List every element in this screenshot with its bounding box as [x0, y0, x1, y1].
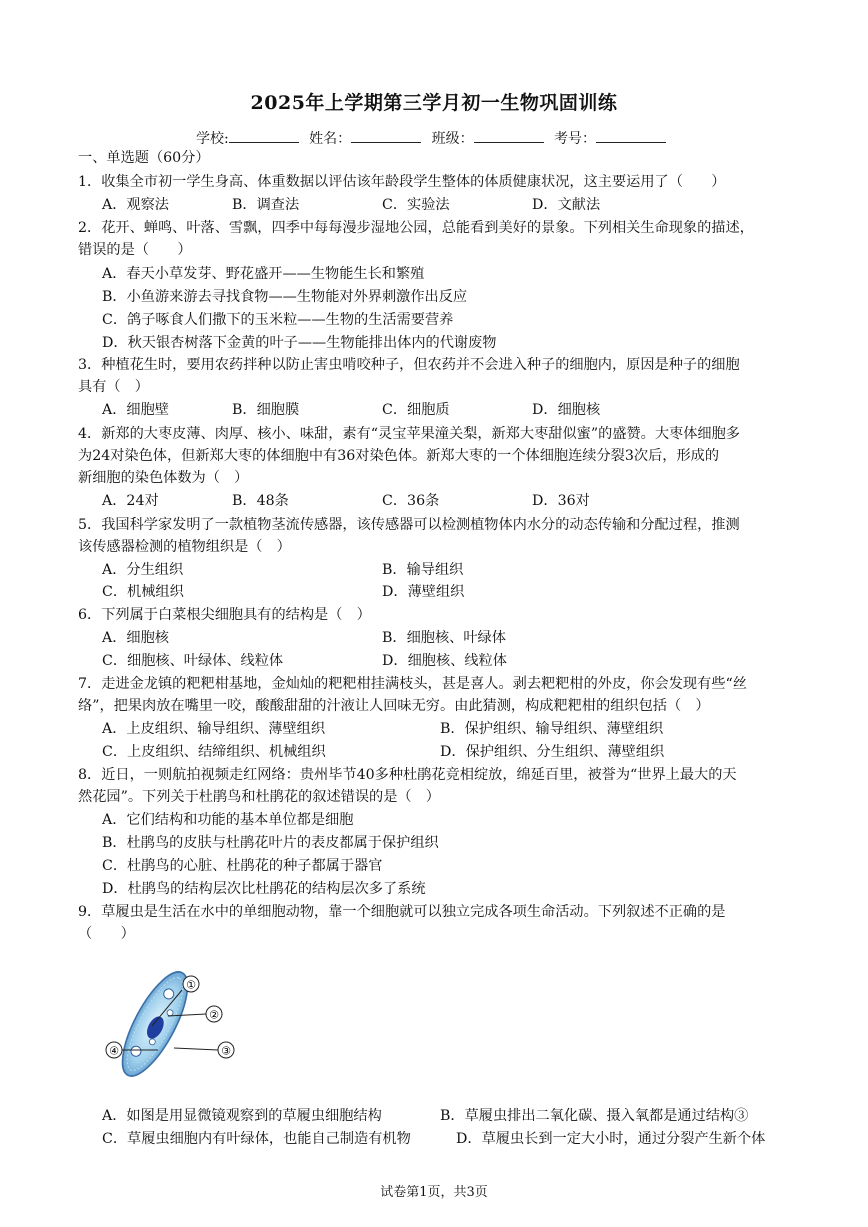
- class-blank[interactable]: [474, 128, 544, 143]
- q2-stem-line2: 错误的是（ ）: [78, 242, 192, 258]
- q6-stem: 6．下列属于白菜根尖细胞具有的结构是（ ）: [78, 607, 371, 623]
- q7-option-d[interactable]: D．保护组织、分生组织、薄壁组织: [440, 744, 665, 760]
- q3-option-b[interactable]: B．细胞膜: [232, 402, 300, 418]
- school-label: 学校:: [195, 131, 229, 147]
- q5-stem-line1: 5．我国科学家发明了一款植物茎流传感器，该传感器可以检测植物体内水分的动态传输和分配过程，推测: [78, 517, 740, 533]
- q3-option-a[interactable]: A．细胞壁: [102, 402, 169, 418]
- q8-option-b[interactable]: B．杜鹃鸟的皮肤与杜鹃花叶片的表皮都属于保护组织: [102, 835, 439, 851]
- class-label: 班级：: [431, 131, 474, 147]
- q2-option-d[interactable]: D．秋天银杏树落下金黄的叶子——生物能排出体内的代谢废物: [102, 335, 497, 351]
- school-blank[interactable]: [229, 128, 299, 143]
- q7-option-c[interactable]: C．上皮组织、结缔组织、机械组织: [102, 744, 326, 760]
- q3-option-c[interactable]: C．细胞质: [382, 402, 450, 418]
- q7-option-a[interactable]: A．上皮组织、输导组织、薄壁组织: [102, 721, 326, 737]
- class-field: [432, 128, 544, 148]
- q8-option-c[interactable]: C．杜鹃鸟的心脏、杜鹃花的种子都属于器官: [102, 858, 383, 874]
- q6-option-d[interactable]: D．细胞核、线粒体: [382, 653, 507, 669]
- q5-option-d[interactable]: D．薄壁组织: [382, 584, 465, 600]
- page-title: 2025年上学期第三学月初一生物巩固训练: [250, 92, 618, 114]
- q1-option-b[interactable]: B．调查法: [232, 197, 300, 213]
- q9-stem-line1: 9．草履虫是生活在水中的单细胞动物，靠一个细胞就可以独立完成各项生命活动。下列叙述不正确的是: [78, 904, 726, 920]
- label-3: ③: [221, 1044, 231, 1058]
- q2-stem-line1: 2．花开、蝉鸣、叶落、雪飘，四季中每每漫步湿地公园，总能看到美好的景象。下列相关生命现象的描述，: [78, 220, 754, 236]
- q4-option-b[interactable]: B．48条: [232, 493, 289, 509]
- q9-option-d[interactable]: D．草履虫长到一定大小时，通过分裂产生新个体: [456, 1131, 766, 1147]
- number-blank[interactable]: [596, 128, 666, 143]
- q2-option-a[interactable]: A．春天小草发芽、野花盛开——生物能生长和繁殖: [102, 266, 425, 282]
- label-2: ②: [209, 1008, 219, 1022]
- q5-option-c[interactable]: C．机械组织: [102, 584, 184, 600]
- label-4: ④: [109, 1044, 119, 1058]
- q3-stem-line2: 具有（ ）: [78, 379, 149, 395]
- q4-stem-line3: 新细胞的染色体数为（ ）: [78, 470, 249, 486]
- q8-option-d[interactable]: D．杜鹃鸟的结构层次比杜鹃花的结构层次多了系统: [102, 881, 426, 897]
- paramecium-figure: [100, 960, 250, 1088]
- name-label: 姓名：: [309, 131, 352, 147]
- q7-stem-line1: 7．走进金龙镇的粑粑柑基地，金灿灿的粑粑柑挂满枝头，甚是喜人。剥去粑粑柑的外皮，你会发现有些“丝: [78, 676, 747, 692]
- section-heading: 一、单选题（60分）: [78, 150, 210, 166]
- q9-stem-line2: （ ）: [78, 926, 135, 942]
- number-label: 考号：: [554, 131, 597, 147]
- number-field: [554, 128, 666, 148]
- q7-stem-line2: 络”，把果肉放在嘴里一咬，酸酸甜甜的汁液让人回味无穷。由此猜测，构成粑粑柑的组织包括（ ）: [78, 698, 710, 714]
- q8-option-a[interactable]: A．它们结构和功能的基本单位都是细胞: [102, 812, 354, 828]
- q9-option-b[interactable]: B．草履虫排出二氧化碳、摄入氧都是通过结构③: [440, 1108, 749, 1124]
- school-field: [196, 128, 299, 148]
- page-footer: 试卷第1页，共3页: [380, 1185, 488, 1200]
- q4-stem-line1: 4．新郑的大枣皮薄、肉厚、核小、味甜，素有“灵宝苹果潼关梨，新郑大枣甜似蜜”的盛赞。大枣体细胞多: [78, 426, 740, 442]
- q4-option-c[interactable]: C．36条: [382, 493, 440, 509]
- q4-option-d[interactable]: D．36对: [532, 493, 590, 509]
- q2-option-c[interactable]: C．鸽子啄食人们撒下的玉米粒——生物的生活需要营养: [102, 312, 454, 328]
- q5-option-b[interactable]: B．输导组织: [382, 562, 464, 578]
- q2-option-b[interactable]: B．小鱼游来游去寻找食物——生物能对外界刺激作出反应: [102, 289, 468, 305]
- q9-option-c[interactable]: C．草履虫细胞内有叶绿体，也能自己制造有机物: [102, 1131, 411, 1147]
- q8-stem-line1: 8．近日，一则航拍视频走红网络：贵州毕节40多种杜鹃花竞相绽放，绵延百里，被誉为“世界上最大的天: [78, 767, 737, 783]
- q4-stem-line2: 为24对染色体，但新郑大枣的体细胞中有36对染色体。新郑大枣的一个体细胞连续分裂3次后，形成的: [78, 448, 720, 464]
- q6-option-c[interactable]: C．细胞核、叶绿体、线粒体: [102, 653, 284, 669]
- name-blank[interactable]: [351, 128, 421, 143]
- q7-option-b[interactable]: B．保护组织、输导组织、薄壁组织: [440, 721, 664, 737]
- q6-option-a[interactable]: A．细胞核: [102, 630, 169, 646]
- q9-option-a[interactable]: A．如图是用显微镜观察到的草履虫细胞结构: [102, 1108, 382, 1124]
- q1-option-c[interactable]: C．实验法: [382, 197, 450, 213]
- name-field: [309, 128, 421, 148]
- q1-option-a[interactable]: A．观察法: [102, 197, 169, 213]
- q1-option-d[interactable]: D．文献法: [532, 197, 601, 213]
- student-info-row: [0, 128, 868, 148]
- q3-stem-line1: 3．种植花生时，要用农药拌种以防止害虫啃咬种子，但农药并不会进入种子的细胞内，原因是种子的细胞: [78, 357, 740, 373]
- q3-option-d[interactable]: D．细胞核: [532, 402, 601, 418]
- label-1: ①: [186, 978, 196, 992]
- q6-option-b[interactable]: B．细胞核、叶绿体: [382, 630, 506, 646]
- q5-stem-line2: 该传感器检测的植物组织是（ ）: [78, 539, 291, 555]
- q1-stem: 1．收集全市初一学生身高、体重数据以评估该年龄段学生整体的体质健康状况，这主要运用了（ ）: [78, 174, 726, 190]
- q4-option-a[interactable]: A．24对: [102, 493, 159, 509]
- q5-option-a[interactable]: A．分生组织: [102, 562, 184, 578]
- q8-stem-line2: 然花园”。下列关于杜鹃鸟和杜鹃花的叙述错误的是（ ）: [78, 789, 440, 805]
